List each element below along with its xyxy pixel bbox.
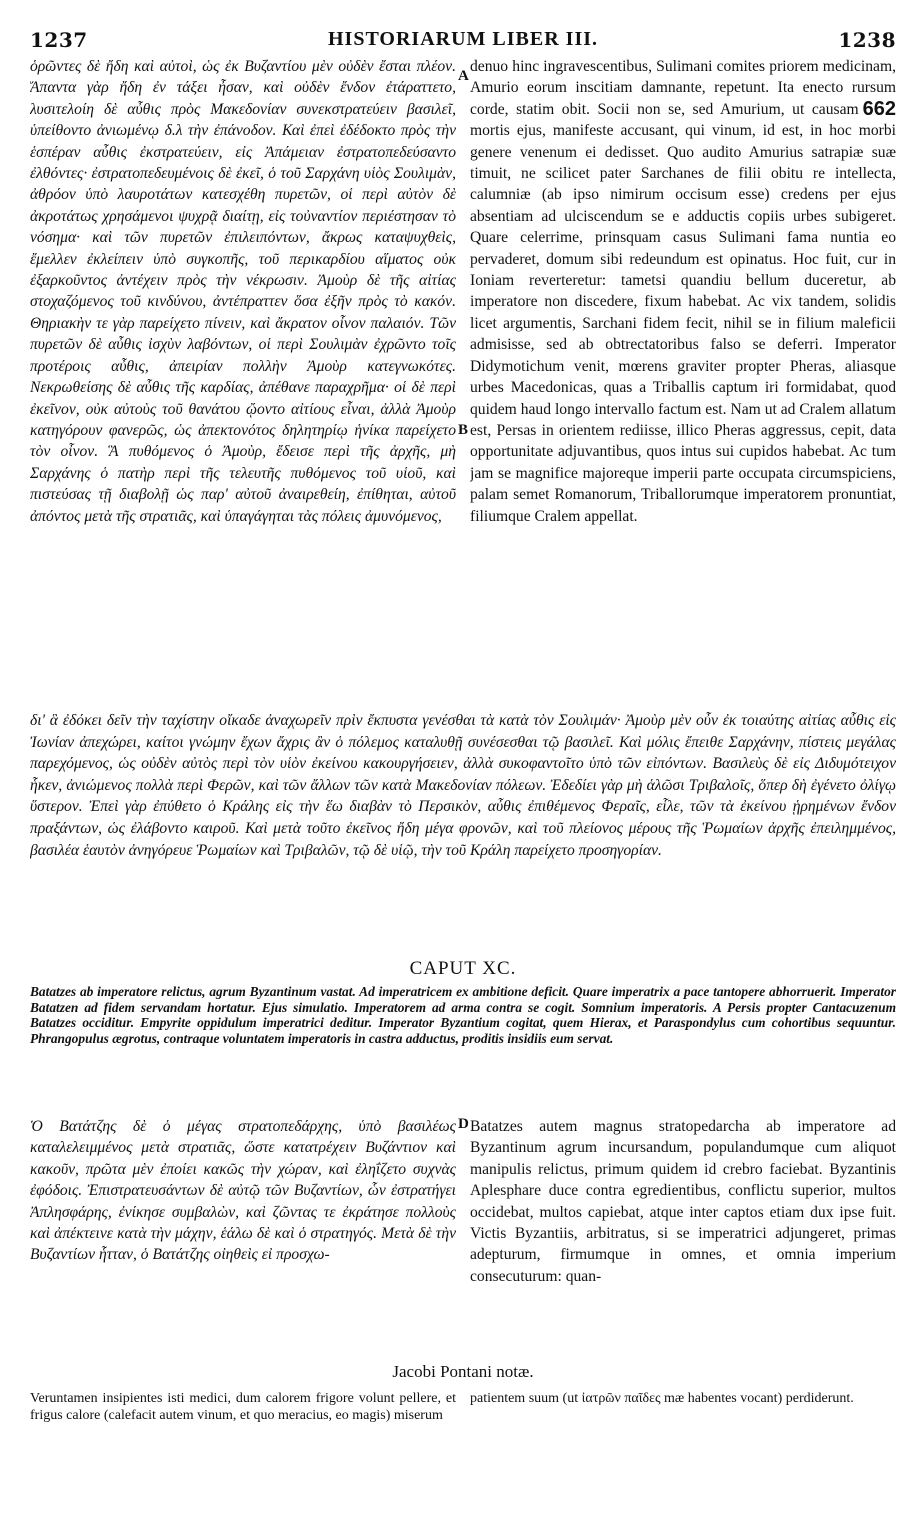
book-page <box>30 28 896 1518</box>
notes-right-column: patientem suum (ut ἰατρῶν παῖδες mæ habentes vocant) perdiderunt. <box>470 1391 854 1406</box>
latin-text-top-part1: denuo hinc ingravescentibus, Sulimani comites priorem medicinam, Amurio eorum inscitiam damnante, repetunt. Ita enecto rursum corde, statim obit. Socii non se, sed Amurium, ut causam <box>470 58 896 118</box>
middle-two-columns <box>30 1116 896 1348</box>
latin-column-top <box>470 56 896 708</box>
running-title: HISTORIARUM LIBER III. <box>327 28 599 50</box>
chapter-heading: CAPUT XC. <box>409 958 517 979</box>
margin-marker-d: D <box>458 1116 469 1132</box>
chapter-summary: Batatzes ab imperatore relictus, agrum Byzantinum vastat. Ad imperatricem ex ambitione deficit. Quare imperatrix a pace tantopere abhorruerit. Imperator Batatzen ad fidem servandam hortatur. Ejus simulatio. Imperatorem ad arma contra se cogit. Somnium imperatoris. A Persis propter Cantacuzenum Batatzes occiditur. Empyrite oppidulum imperatrici deditur. Imperator Byzantium cogitat, quem Hierax, et Paraspondylus cum cohortibus sequuntur. Phrangopulus ægrotus, contraque voluntatem imperatoris in castra adductus, proditis insidiis eum servat. <box>30 984 896 1046</box>
page-header <box>30 28 896 56</box>
greek-fullwidth-paragraph: δι' ἃ ἐδόκει δεῖν τὴν ταχίστην οἴκαδε ἀναχωρεῖν πρὶν ἔκπυστα γενέσθαι τὰ κατὰ τὸν Σουλιμάν· Ἀμοὺρ μὲν οὖν ἐκ τοιαύτης αἰτίας αὖθις εἰς Ἰωνίαν ἀπεχώρει, καίτοι γνώμην ἔχων ἄχρις ἂν ὁ πόλεμος καταλυθῇ συνέσεσθαι τῷ βασιλεῖ. Καὶ μόλις ἔπειθε Σαρχάνην, πίστεις μεγάλας παρεχόμενος, ὡς οὐδὲν αὐτὸς περὶ τὸν υἱὸν ἐκείνου κακουργήσειεν, ἀλλὰ συκοφαντοῖτο ὑπὸ τῶν εἰπόντων. Βασιλεὺς δὲ εἰς Διδυμότειχον ἧκεν, ἀνιώμενος πολλὰ περὶ Φερῶν, καὶ τῶν ἄλλων τῶν κατὰ Μακεδονίαν πόλεων. Ἐδεδίει γὰρ μὴ ἁλῶσι Τριβαλοῖς, ὅπερ δὴ ἐγένετο ὀλίγῳ ὕστερον. Ἐπεὶ γὰρ ἐπύθετο ὁ Κράλης εἰς τὴν ἕω διαβὰν τὸ Περσικὸν, αὖθις ἐπιθέμενος Φεραῖς, εἷλε, τῶν τὰ ἐκείνου ᾑρημένων ἔνδον πραξάντων, ὡς ἐλάβοντο καιροῦ. Καὶ μετὰ τοῦτο ἐκεῖνος ἤδη μέγα φρονῶν, καὶ τοῦ πλείονος μέρους τῆς Ῥωμαίων ἀρχῆς ἐπειλημμένος, βασιλέα ἑαυτὸν ἀνηγόρευε Ῥωμαίων καὶ Τριβαλῶν, τῷ δὲ υἱῷ, τὴν τοῦ Κράλη παρείχετο προσηγορίαν. <box>30 712 896 859</box>
latin-column-middle: Batatzes autem magnus stratopedarcha ab imperatore ad Byzantinum agrum incursandum, populandumque cum aliquot manipulis relictus, primum quidem id crebro faciebat. Byzantinis Aplesphare duce contra egredientibus, conflictu superior, multos occidebat, multos capiebat, atque inter captos etiam dux ipse fuit. Victis Byzantiis, arbitratus, si se imperatrici adjungeret, primas adepturum, firmumque in omnes, et omnia imperium consecuturum: quan- <box>470 1118 896 1285</box>
side-page-number: 662 <box>862 97 896 120</box>
notes-columns <box>30 1390 896 1462</box>
page-number-right: 1238 <box>838 28 896 52</box>
greek-column-middle: Ὁ Βατάτζης δὲ ὁ μέγας στρατοπεδάρχης, ὑπὸ βασιλέως καταλελειμμένος μετὰ στρατιᾶς, ὥστε κατατρέχειν Βυζάντιον καὶ κακοῦν, πρῶτα μὲν ἐποίει κακῶς τὴν χώραν, καὶ ἐληΐζετο συχνὰς ἐφόδοις. Ἐπιστρατευσάντων δὲ αὐτῷ τῶν Βυζαντίων, ὧν ἐστρατήγει Ἀπλησφάρης, ἐνίκησε συμβαλὼν, καὶ ζῶντας τε ἐκράτησε πολλοὺς καὶ ἀπέκτεινε κατὰ τὴν μάχην, ἑάλω δὲ καὶ ὁ στρατηγός. Μετὰ δὲ τὴν Βυζαντίων ἧτταν, ὁ Βατάτζης οἰηθεὶς εἰ προσχω- <box>30 1118 456 1264</box>
margin-marker-a: A <box>458 68 469 84</box>
latin-text-top-part2: mortis ejus, manifeste accusant, qui vinum, id est, in hoc morbi genere venenum ei dedisset. Quo audito Amurius satrapiæ suæ timuit, ne scilicet pater Sarchanes de filii obitu re intellecta, calumniæ (ab ipso nimirum occisum esse) credens per ejus absentiam ad ulciscendum se e adductis copiis urbes subigeret. Quare celerrime, prinsquam casus Sulimani fama nuntia eo pervaderet, domum sibi redeundum est opinatus. Hoc fuit, cur in Ioniam reverteretur: tametsi quandiu bellum duceretur, ab imperatore non discedere, fixum habebat. Ac vix tandem, solidis licet argumentis, Sarchani fidem fecit, nihil se in filium maleficii admisisse, sed ab obtrectatoribus falso se deferri. Imperator Didymotichum venit, mœrens graviter propter Pheras, aliasque urbes Macedonicas, quas a Triballis captum iri formidabat, quod quidem haud longo intervallo factum est. Nam ut ad Cralem allatum est, Persas in orientem rediisse, illico Pheras aggressus, cepit, data opportunitate adjuvantibus, quos intus sui cupidos habebat. Ac tum jam se magnifice majoreque imperii parte occupata circumspiciens, palam semet Romanorum, Triballorumque imperatorem pronuntiat, filiumque Cralem appellat. <box>470 122 896 525</box>
notes-heading: Jacobi Pontani notæ. <box>392 1362 534 1381</box>
notes-left-column: Veruntamen insipientes isti medici, dum calorem frigore volunt pellere, et frigus calore (calefacit autem vinum, et quo meracius, eo magis) miserum <box>30 1391 456 1423</box>
top-two-columns <box>30 56 896 708</box>
greek-column-top: ὁρῶντες δὲ ἤδη καὶ αὐτοὶ, ὡς ἐκ Βυζαντίου μὲν οὐδὲν ἔσται πλέον. Ἅπαντα γὰρ ἤδη ἐν τάξει ἦσαν, καὶ οὐδὲν ἔνδον ἐτάραττετο, λυσιτελοίη δὲ αὖθις πρὸς Μακεδονίαν συνεκστρατεύειν βασιλεῖ, ὑπείθοντο ἀνιωμένῳ δ.λ τὴν ἐπάνοδον. Καὶ ἐπεὶ ἐδέδοκτο πρὸς τὴν ἑσπέραν αὖθις ἐκστρατεύειν, εἰς Ἀπάμειαν ἐστρατοπεδεύσαντο ἐλθόντες· ἐστρατοπεδευμένοις δὲ ἐκεῖ, ὁ τοῦ Σαρχάνη υἱὸς Σουλιμὰν, ἀθρόον ὑπὸ λαυροτάτων κατεσχέθη πυρετῶν, οἱ περὶ αὐτὸν δὲ ἀκροτάτως χρησάμενοι ψυχρᾷ διαίτῃ, εἰς τοὐναντίον περιέστησαν τὸ νόσημα· καὶ τῶν πυρετῶν ἐπιλειπόντων, ἄκρως καταψυχθεὶς, ἔμελλεν ἐκλείπειν ὑπὸ συγκοπῆς, τοῦ περικαρδίου αἵματος οὐκ ἐξαρκοῦντος ἀντέχειν πρὸς τὴν νέκρωσιν. Ἀμοὺρ δὲ τῆς αἰτίας στοχαζόμενος τοῦ κινδύνου, ἀντέπραττεν ὅσα ἐξῆν πρὸς τὸ κακόν. Θηριακὴν τε γὰρ παρείχετο πίνειν, καὶ ἄκρατον οἶνον παλαιόν. Τῶν πυρετῶν δὲ αὖθις ἰσχὺν λαβόντων, οἱ περὶ Σουλιμὰν ἐχρῶντο τοῖς προτέροις αὖθις, ἀπειρίαν πολλὴν Ἀμοὺρ κατεγνωκότες. Νεκρωθείσης δὲ αὖθις τῆς καρδίας, ἀπέθανε παραχρῆμα· οἱ δὲ περὶ ἐκεῖνον, οὐκ αὐτοὺς τοῦ θανάτου ᾤοντο αἰτίους εἶναι, ἀλλὰ Ἀμοὺρ κατηγόρουν φανερῶς, ὡς ἀπεκτονότος δηλητηρίῳ ἡνίκα παρείχετο τὸν οἶνον. Ἃ πυθόμενος ὁ Ἀμοὺρ, ἔδεισε περὶ τῆς ἀρχῆς, μὴ Σαρχάνης ὁ πατὴρ περὶ τῆς τελευτῆς πυθόμενος τοῦ υἱοῦ, καὶ πιστεύσας τῇ διαβολῇ ὡς παρ' αὐτοῦ ἀναιρεθείη, ἐπίθηται, αὐτοῦ ἀπόντος μετὰ τῆς στρατιᾶς, καὶ ὑπαγάγηται τὰς πόλεις ἀμυνόμενος, <box>30 58 456 525</box>
margin-marker-b: B <box>458 422 469 438</box>
page-number-left: 1237 <box>30 28 88 52</box>
